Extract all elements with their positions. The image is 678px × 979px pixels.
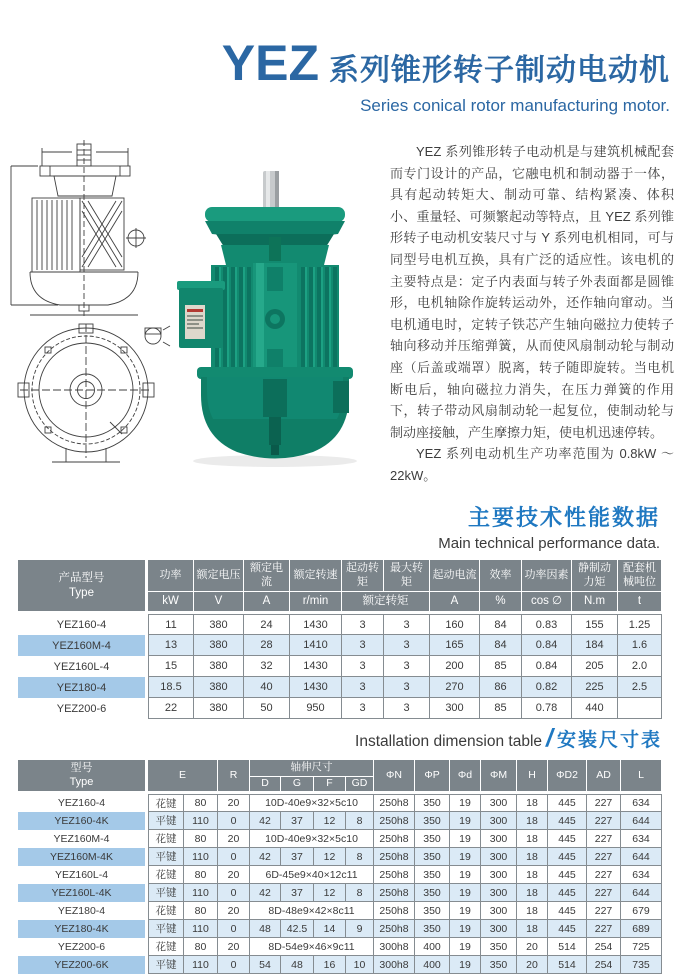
col-header-power-factor: 功率因素: [522, 560, 572, 592]
brand-name: YEZ: [221, 35, 319, 91]
value-cell: 1.6: [618, 635, 662, 656]
model-cell: YEZ200-6: [18, 698, 148, 719]
e-value-cell: 80: [184, 902, 218, 920]
value-cell: 1.25: [618, 614, 662, 635]
shaft-value-cell: 12: [314, 848, 346, 866]
value-cell: 300: [481, 830, 517, 848]
col-header-shaft-f: F: [314, 777, 346, 794]
value-cell: 250h8: [374, 902, 415, 920]
r-value-cell: 0: [218, 956, 250, 974]
value-cell: 24: [244, 614, 290, 635]
key-type-cell: 花键: [148, 938, 184, 956]
page-title: [222, 34, 670, 92]
motor-photo: [163, 166, 387, 474]
value-cell: 20: [517, 938, 548, 956]
dimension-table-row: [18, 884, 662, 902]
value-cell: 1430: [290, 677, 342, 698]
col-header-model: [18, 760, 148, 794]
value-cell: 0.83: [522, 614, 572, 635]
value-cell: 28: [244, 635, 290, 656]
col-header-efficiency: 效率: [480, 560, 522, 592]
value-cell: 3: [342, 635, 384, 656]
value-cell: 205: [572, 656, 618, 677]
r-value-cell: 0: [218, 920, 250, 938]
model-cell: YEZ160M-4K: [18, 848, 148, 866]
value-cell: 445: [548, 920, 587, 938]
value-cell: 250h8: [374, 866, 415, 884]
col-header-r: R: [218, 760, 250, 794]
performance-table-row: [18, 656, 662, 677]
value-cell: 350: [481, 956, 517, 974]
value-cell: 3: [384, 698, 430, 719]
shaft-value-cell: 10: [346, 956, 374, 974]
model-cell: YEZ160L-4: [18, 866, 148, 884]
col-header-phi-m: ΦM: [481, 760, 517, 794]
value-cell: 400: [415, 956, 450, 974]
value-cell: 84: [480, 635, 522, 656]
shaft-spec-cell: 10D-40e9×32×5c10: [250, 794, 374, 812]
value-cell: 18: [517, 812, 548, 830]
value-cell: 19: [450, 938, 481, 956]
key-type-cell: 花键: [148, 830, 184, 848]
value-cell: 19: [450, 884, 481, 902]
r-value-cell: 0: [218, 848, 250, 866]
value-cell: 250h8: [374, 830, 415, 848]
value-cell: [618, 698, 662, 719]
value-cell: 250h8: [374, 884, 415, 902]
value-cell: 380: [194, 698, 244, 719]
performance-heading-en: Main technical performance data.: [438, 535, 660, 552]
r-value-cell: 20: [218, 794, 250, 812]
unit-a: A: [244, 592, 290, 614]
install-section-heading: [355, 724, 662, 753]
value-cell: 300: [481, 848, 517, 866]
model-cell: YEZ160-4: [18, 614, 148, 635]
performance-heading-cn: 主要技术性能数据: [467, 505, 660, 530]
performance-table-row: [18, 614, 662, 635]
value-cell: 300: [481, 902, 517, 920]
value-cell: 3: [342, 698, 384, 719]
value-cell: 18: [517, 794, 548, 812]
key-type-cell: 平键: [148, 956, 184, 974]
value-cell: 1430: [290, 656, 342, 677]
e-value-cell: 110: [184, 920, 218, 938]
value-cell: 350: [415, 866, 450, 884]
dimension-table: [18, 760, 662, 974]
col-header-h: H: [517, 760, 548, 794]
e-value-cell: 110: [184, 884, 218, 902]
value-cell: 3: [384, 614, 430, 635]
key-type-cell: 平键: [148, 848, 184, 866]
dimension-table-row: [18, 848, 662, 866]
col-header-shaft: 轴伸尺寸: [250, 760, 374, 777]
intro-paragraph-2: YEZ 系列电动机生产功率范围为 0.8kW ～ 22kW。: [390, 446, 674, 483]
dimension-table-row: [18, 812, 662, 830]
shaft-value-cell: 12: [314, 812, 346, 830]
col-header-phi-p: ΦP: [415, 760, 450, 794]
value-cell: 350: [415, 848, 450, 866]
shaft-value-cell: 9: [346, 920, 374, 938]
value-cell: 445: [548, 794, 587, 812]
col-header-rated-speed: 额定转速: [290, 560, 342, 592]
value-cell: 250h8: [374, 848, 415, 866]
col-header-shaft-g: G: [281, 777, 314, 794]
value-cell: 225: [572, 677, 618, 698]
r-value-cell: 20: [218, 938, 250, 956]
value-cell: 644: [621, 848, 662, 866]
dimension-table-row: [18, 794, 662, 812]
value-cell: 250h8: [374, 920, 415, 938]
value-cell: 250h8: [374, 794, 415, 812]
dimension-table-row: [18, 956, 662, 974]
e-value-cell: 110: [184, 812, 218, 830]
unit-kw: kW: [148, 592, 194, 614]
shaft-value-cell: 54: [250, 956, 281, 974]
e-value-cell: 80: [184, 794, 218, 812]
e-value-cell: 80: [184, 938, 218, 956]
value-cell: 689: [621, 920, 662, 938]
value-cell: 227: [587, 920, 621, 938]
shaft-spec-cell: 6D-45e9×40×12c11: [250, 866, 374, 884]
key-type-cell: 花键: [148, 866, 184, 884]
value-cell: 227: [587, 902, 621, 920]
value-cell: 350: [415, 794, 450, 812]
shaft-value-cell: 42: [250, 812, 281, 830]
col-header-ad: AD: [587, 760, 621, 794]
model-cell: YEZ160-4: [18, 794, 148, 812]
shaft-value-cell: 37: [281, 884, 314, 902]
value-cell: 300: [481, 920, 517, 938]
shaft-value-cell: 42.5: [281, 920, 314, 938]
value-cell: 950: [290, 698, 342, 719]
value-cell: 18: [517, 902, 548, 920]
shaft-value-cell: 37: [281, 812, 314, 830]
value-cell: 350: [415, 920, 450, 938]
value-cell: 18.5: [148, 677, 194, 698]
col-header-model-en: Type: [69, 586, 94, 599]
value-cell: 0.84: [522, 635, 572, 656]
value-cell: 85: [480, 656, 522, 677]
unit-rated-torque: 额定转矩: [342, 592, 430, 614]
model-cell: YEZ160M-4: [18, 830, 148, 848]
value-cell: 254: [587, 956, 621, 974]
col-header-model-cn: 型号: [70, 761, 93, 774]
value-cell: 0.78: [522, 698, 572, 719]
value-cell: 19: [450, 848, 481, 866]
key-type-cell: 花键: [148, 902, 184, 920]
shaft-value-cell: 37: [281, 848, 314, 866]
value-cell: 32: [244, 656, 290, 677]
value-cell: 200: [430, 656, 480, 677]
performance-table-row: [18, 635, 662, 656]
value-cell: 18: [517, 830, 548, 848]
title-chinese: 系列锥形转子制动电动机: [329, 54, 670, 87]
value-cell: 350: [415, 884, 450, 902]
value-cell: 3: [342, 614, 384, 635]
col-header-model: [18, 560, 148, 614]
title-subtitle: Series conical rotor manufacturing motor.: [360, 96, 670, 115]
value-cell: 19: [450, 794, 481, 812]
technical-drawing: [2, 138, 180, 486]
value-cell: 445: [548, 902, 587, 920]
model-cell: YEZ160-4K: [18, 812, 148, 830]
performance-table-row: [18, 698, 662, 719]
value-cell: 445: [548, 830, 587, 848]
unit-percent: %: [480, 592, 522, 614]
value-cell: 227: [587, 866, 621, 884]
value-cell: 634: [621, 830, 662, 848]
col-header-rated-current: 额定电流: [244, 560, 290, 592]
value-cell: 1430: [290, 614, 342, 635]
intro-text: [390, 141, 674, 487]
model-cell: YEZ180-4: [18, 677, 148, 698]
value-cell: 300h8: [374, 938, 415, 956]
unit-v: V: [194, 592, 244, 614]
shaft-value-cell: 8: [346, 848, 374, 866]
key-type-cell: 平键: [148, 884, 184, 902]
value-cell: 85: [480, 698, 522, 719]
value-cell: 50: [244, 698, 290, 719]
value-cell: 440: [572, 698, 618, 719]
value-cell: 725: [621, 938, 662, 956]
unit-nm: N.m: [572, 592, 618, 614]
value-cell: 227: [587, 848, 621, 866]
value-cell: 3: [384, 656, 430, 677]
value-cell: 86: [480, 677, 522, 698]
value-cell: 19: [450, 866, 481, 884]
value-cell: 227: [587, 830, 621, 848]
col-header-phi-d: Φd: [450, 760, 481, 794]
value-cell: 350: [415, 812, 450, 830]
value-cell: 20: [517, 956, 548, 974]
performance-table-body: [18, 614, 662, 719]
performance-table-header: [18, 560, 662, 614]
value-cell: 13: [148, 635, 194, 656]
col-header-power: 功率: [148, 560, 194, 592]
e-value-cell: 80: [184, 830, 218, 848]
value-cell: 445: [548, 884, 587, 902]
value-cell: 3: [342, 677, 384, 698]
value-cell: 19: [450, 902, 481, 920]
value-cell: 254: [587, 938, 621, 956]
col-header-max-torque: 最大转矩: [384, 560, 430, 592]
col-header-e: E: [148, 760, 218, 794]
value-cell: 3: [384, 635, 430, 656]
value-cell: 270: [430, 677, 480, 698]
shaft-value-cell: 48: [281, 956, 314, 974]
col-header-model-cn: 产品型号: [58, 572, 105, 585]
value-cell: 2.0: [618, 656, 662, 677]
shaft-value-cell: 8: [346, 812, 374, 830]
key-type-cell: 平键: [148, 812, 184, 830]
dimension-table-row: [18, 920, 662, 938]
value-cell: 40: [244, 677, 290, 698]
col-header-shaft-d: D: [250, 777, 281, 794]
value-cell: 400: [415, 938, 450, 956]
col-header-starting-current: 起动电流: [430, 560, 480, 592]
value-cell: 22: [148, 698, 194, 719]
value-cell: 300: [481, 884, 517, 902]
dimension-table-row: [18, 902, 662, 920]
model-cell: YEZ160L-4: [18, 656, 148, 677]
value-cell: 380: [194, 635, 244, 656]
col-header-phi-n: ΦN: [374, 760, 415, 794]
install-heading-cn: 安装尺寸表: [556, 730, 662, 751]
model-cell: YEZ160M-4: [18, 635, 148, 656]
shaft-value-cell: 42: [250, 848, 281, 866]
value-cell: 350: [415, 830, 450, 848]
shaft-value-cell: 16: [314, 956, 346, 974]
model-cell: YEZ160L-4K: [18, 884, 148, 902]
col-header-l: L: [621, 760, 662, 794]
dimension-table-header: [18, 760, 662, 794]
value-cell: 19: [450, 956, 481, 974]
e-value-cell: 110: [184, 956, 218, 974]
dimension-table-row: [18, 830, 662, 848]
value-cell: 644: [621, 812, 662, 830]
value-cell: 300: [481, 866, 517, 884]
r-value-cell: 0: [218, 812, 250, 830]
value-cell: 18: [517, 866, 548, 884]
page-header: [222, 34, 670, 116]
e-value-cell: 80: [184, 866, 218, 884]
value-cell: 380: [194, 677, 244, 698]
shaft-spec-cell: 10D-40e9×32×5c10: [250, 830, 374, 848]
col-header-starting-torque: 起动转矩: [342, 560, 384, 592]
value-cell: 445: [548, 812, 587, 830]
value-cell: 2.5: [618, 677, 662, 698]
r-value-cell: 20: [218, 866, 250, 884]
r-value-cell: 0: [218, 884, 250, 902]
value-cell: 227: [587, 812, 621, 830]
value-cell: 1410: [290, 635, 342, 656]
intro-paragraph-1: YEZ 系列锥形转子电动机是与建筑机械配套而专门设计的产品，它融电机和制动器于一体，具有起动转矩大、制动可靠、结构紧凑、体积小、重量轻、可频繁起动等特点，且 YEZ 系列锥形转子电动机安装尺寸与 Y 系列电机相同，可与同型号电机互换，具有广泛的适应性。该电机的主要特点是：定子内表面与转子外表面都是圆锥形，电机轴除作旋转运动外，还作轴向窜动。当电机通电时，定转子铁芯产生轴向磁拉力使转子轴向移动并压缩弹簧，从而使风扇制动轮与制动座（后盖或端罩）脱离，转子随即旋转。当电机断电后，轴向磁拉力消失，在压力弹簧的作用下，转子带动风扇制动轮一起复位，使制动轮与制动座接触，产生摩擦力矩，使电机迅速停转。: [390, 144, 674, 440]
model-cell: YEZ180-4: [18, 902, 148, 920]
install-heading-en: Installation dimension table: [355, 733, 543, 750]
value-cell: 160: [430, 614, 480, 635]
value-cell: 634: [621, 794, 662, 812]
col-header-static-brake-torque: 静制动力矩: [572, 560, 618, 592]
shaft-value-cell: 14: [314, 920, 346, 938]
shaft-spec-cell: 8D-54e9×46×9c11: [250, 938, 374, 956]
value-cell: 3: [384, 677, 430, 698]
col-header-phi-d2: ΦD2: [548, 760, 587, 794]
value-cell: 227: [587, 794, 621, 812]
value-cell: 19: [450, 830, 481, 848]
model-cell: YEZ200-6K: [18, 956, 148, 974]
unit-cos: cos ∅: [522, 592, 572, 614]
value-cell: 634: [621, 866, 662, 884]
value-cell: 155: [572, 614, 618, 635]
col-header-machine-tonnage: 配套机械吨位: [618, 560, 662, 592]
value-cell: 11: [148, 614, 194, 635]
value-cell: 445: [548, 866, 587, 884]
value-cell: 18: [517, 884, 548, 902]
shaft-value-cell: 42: [250, 884, 281, 902]
shaft-spec-cell: 8D-48e9×42×8c11: [250, 902, 374, 920]
value-cell: 3: [342, 656, 384, 677]
key-type-cell: 平键: [148, 920, 184, 938]
value-cell: 19: [450, 812, 481, 830]
value-cell: 350: [415, 902, 450, 920]
unit-rpm: r/min: [290, 592, 342, 614]
value-cell: 735: [621, 956, 662, 974]
value-cell: 380: [194, 614, 244, 635]
r-value-cell: 20: [218, 830, 250, 848]
value-cell: 514: [548, 938, 587, 956]
model-cell: YEZ200-6: [18, 938, 148, 956]
value-cell: 380: [194, 656, 244, 677]
value-cell: 300: [430, 698, 480, 719]
unit-t: t: [618, 592, 662, 614]
value-cell: 84: [480, 614, 522, 635]
install-heading-slash: /: [546, 724, 553, 752]
value-cell: 445: [548, 848, 587, 866]
value-cell: 644: [621, 884, 662, 902]
value-cell: 300: [481, 794, 517, 812]
value-cell: 15: [148, 656, 194, 677]
value-cell: 300: [481, 812, 517, 830]
value-cell: 18: [517, 920, 548, 938]
col-header-shaft-gd: GD: [346, 777, 374, 794]
e-value-cell: 110: [184, 848, 218, 866]
col-header-model-en: Type: [69, 775, 94, 788]
value-cell: 0.82: [522, 677, 572, 698]
value-cell: 350: [481, 938, 517, 956]
shaft-value-cell: 8: [346, 884, 374, 902]
dimension-table-row: [18, 938, 662, 956]
value-cell: 300h8: [374, 956, 415, 974]
value-cell: 18: [517, 848, 548, 866]
col-header-rated-voltage: 额定电压: [194, 560, 244, 592]
shaft-value-cell: 12: [314, 884, 346, 902]
value-cell: 250h8: [374, 812, 415, 830]
r-value-cell: 20: [218, 902, 250, 920]
value-cell: 679: [621, 902, 662, 920]
dimension-table-row: [18, 866, 662, 884]
unit-a2: A: [430, 592, 480, 614]
value-cell: 165: [430, 635, 480, 656]
value-cell: 19: [450, 920, 481, 938]
model-cell: YEZ180-4K: [18, 920, 148, 938]
dimension-table-body: [18, 794, 662, 974]
performance-table-row: [18, 677, 662, 698]
shaft-value-cell: 48: [250, 920, 281, 938]
performance-table: [18, 560, 662, 719]
value-cell: 514: [548, 956, 587, 974]
value-cell: 0.84: [522, 656, 572, 677]
value-cell: 227: [587, 884, 621, 902]
value-cell: 184: [572, 635, 618, 656]
performance-section-heading: [438, 501, 660, 552]
key-type-cell: 花键: [148, 794, 184, 812]
